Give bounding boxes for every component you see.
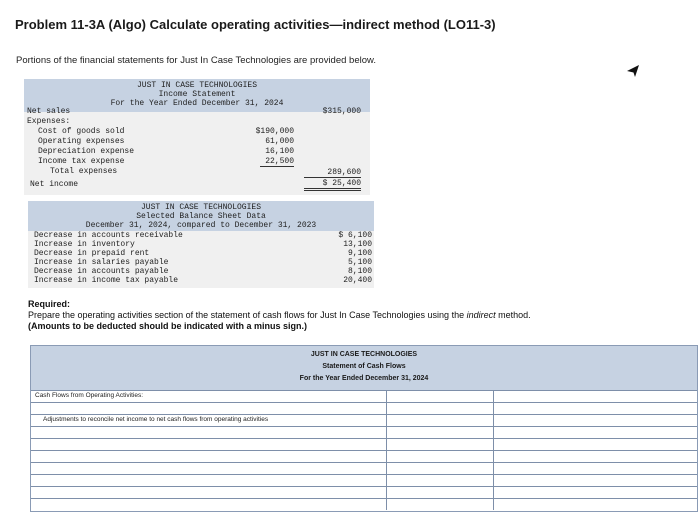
problem-title: Problem 11-3A (Algo) Calculate operating activities—indirect method (LO11-3) xyxy=(15,17,496,32)
required-section xyxy=(28,299,688,332)
income-statement-company: JUST IN CASE TECHNOLOGIES xyxy=(136,81,258,90)
table-row[interactable] xyxy=(31,462,697,474)
balance-sheet-company: JUST IN CASE TECHNOLOGIES xyxy=(140,203,262,212)
net-sales-label: Net sales xyxy=(27,107,71,116)
list-item-label: Decrease in accounts receivable xyxy=(34,231,183,240)
balance-sheet-header xyxy=(28,201,374,231)
total-expenses-label: Total expenses xyxy=(50,167,118,176)
amount-input[interactable] xyxy=(386,403,494,414)
required-text-italic: indirect xyxy=(466,310,496,320)
amount-input[interactable] xyxy=(492,451,697,462)
list-item-label: Decrease in prepaid rent xyxy=(34,249,150,258)
amount-input[interactable] xyxy=(492,439,697,450)
amount-input[interactable] xyxy=(492,403,697,414)
list-item-value: $ 6,100 xyxy=(338,231,372,240)
intro-text: Portions of the financial statements for Just In Case Technologies are provided below. xyxy=(16,55,376,66)
table-row[interactable] xyxy=(31,438,697,450)
balance-sheet-title: Selected Balance Sheet Data xyxy=(136,212,266,221)
cash-flow-form xyxy=(30,345,698,512)
expenses-label: Expenses: xyxy=(27,117,71,126)
amount-input[interactable] xyxy=(386,487,494,498)
list-item-value: 13,100 xyxy=(343,240,372,249)
expense-value: 61,000 xyxy=(265,137,294,146)
list-item-label: Increase in inventory xyxy=(34,240,135,249)
required-text: Prepare the operating activities section of the statement of cash flows for Just In Case Technologies using the xyxy=(28,310,467,320)
cash-flow-header xyxy=(31,346,697,390)
adjustments-label: Adjustments to reconcile net income to net cash flows from operating activities xyxy=(43,416,269,423)
mouse-pointer-icon xyxy=(624,62,642,80)
table-row xyxy=(31,414,697,426)
amount-input[interactable] xyxy=(492,463,697,474)
amount-input[interactable] xyxy=(386,499,494,510)
amount-input[interactable] xyxy=(492,487,697,498)
list-item-value: 5,100 xyxy=(347,258,372,267)
net-sales-value: $315,000 xyxy=(322,107,361,116)
amount-cell xyxy=(492,415,697,426)
table-row[interactable] xyxy=(31,486,697,498)
amount-input[interactable] xyxy=(386,451,494,462)
expense-label: Income tax expense xyxy=(38,157,125,166)
list-item-label: Increase in income tax payable xyxy=(34,276,179,285)
total-expenses-value: 289,600 xyxy=(304,168,361,178)
list-item-label: Increase in salaries payable xyxy=(34,258,169,267)
income-statement-body xyxy=(24,107,370,195)
amount-input[interactable] xyxy=(492,475,697,486)
cash-flow-company: JUST IN CASE TECHNOLOGIES xyxy=(310,351,418,358)
cash-flow-title: Statement of Cash Flows xyxy=(322,363,406,370)
table-row[interactable] xyxy=(31,498,697,510)
amount-input[interactable] xyxy=(386,463,494,474)
list-item-value: 20,400 xyxy=(343,276,372,285)
amount-input[interactable] xyxy=(492,427,697,438)
required-text-end: method. xyxy=(495,310,531,320)
amount-cell xyxy=(386,415,494,426)
cash-flow-period: For the Year Ended December 31, 2024 xyxy=(299,375,429,382)
amount-input[interactable] xyxy=(492,499,697,510)
required-note: (Amounts to be deducted should be indicated with a minus sign.) xyxy=(28,321,308,331)
expense-value: $190,000 xyxy=(255,127,294,136)
table-row[interactable] xyxy=(31,450,697,462)
amount-cell xyxy=(492,391,697,402)
list-item-value: 8,100 xyxy=(347,267,372,276)
table-row xyxy=(31,390,697,402)
balance-sheet-period: December 31, 2024, compared to December 31, 2023 xyxy=(85,221,317,230)
amount-cell xyxy=(386,391,494,402)
expense-value: 16,100 xyxy=(265,147,294,156)
expense-label: Depreciation expense xyxy=(38,147,135,156)
income-statement-period: For the Year Ended December 31, 2024 xyxy=(110,99,284,108)
expense-label: Operating expenses xyxy=(38,137,125,146)
income-statement-title: Income Statement xyxy=(158,90,236,99)
cash-flow-section-label: Cash Flows from Operating Activities: xyxy=(35,392,144,399)
list-item-value: 9,100 xyxy=(347,249,372,258)
list-item-label: Decrease in accounts payable xyxy=(34,267,169,276)
table-row[interactable] xyxy=(31,426,697,438)
net-income-label: Net income xyxy=(30,180,79,189)
amount-input[interactable] xyxy=(386,439,494,450)
required-heading: Required: xyxy=(28,299,71,309)
amount-input[interactable] xyxy=(386,427,494,438)
table-row[interactable] xyxy=(31,474,697,486)
balance-sheet-items xyxy=(28,231,374,291)
table-row[interactable] xyxy=(31,402,697,414)
expense-label: Cost of goods sold xyxy=(38,127,125,136)
net-income-value: $ 25,400 xyxy=(304,179,361,191)
expense-value: 22,500 xyxy=(260,157,294,167)
amount-input[interactable] xyxy=(386,475,494,486)
